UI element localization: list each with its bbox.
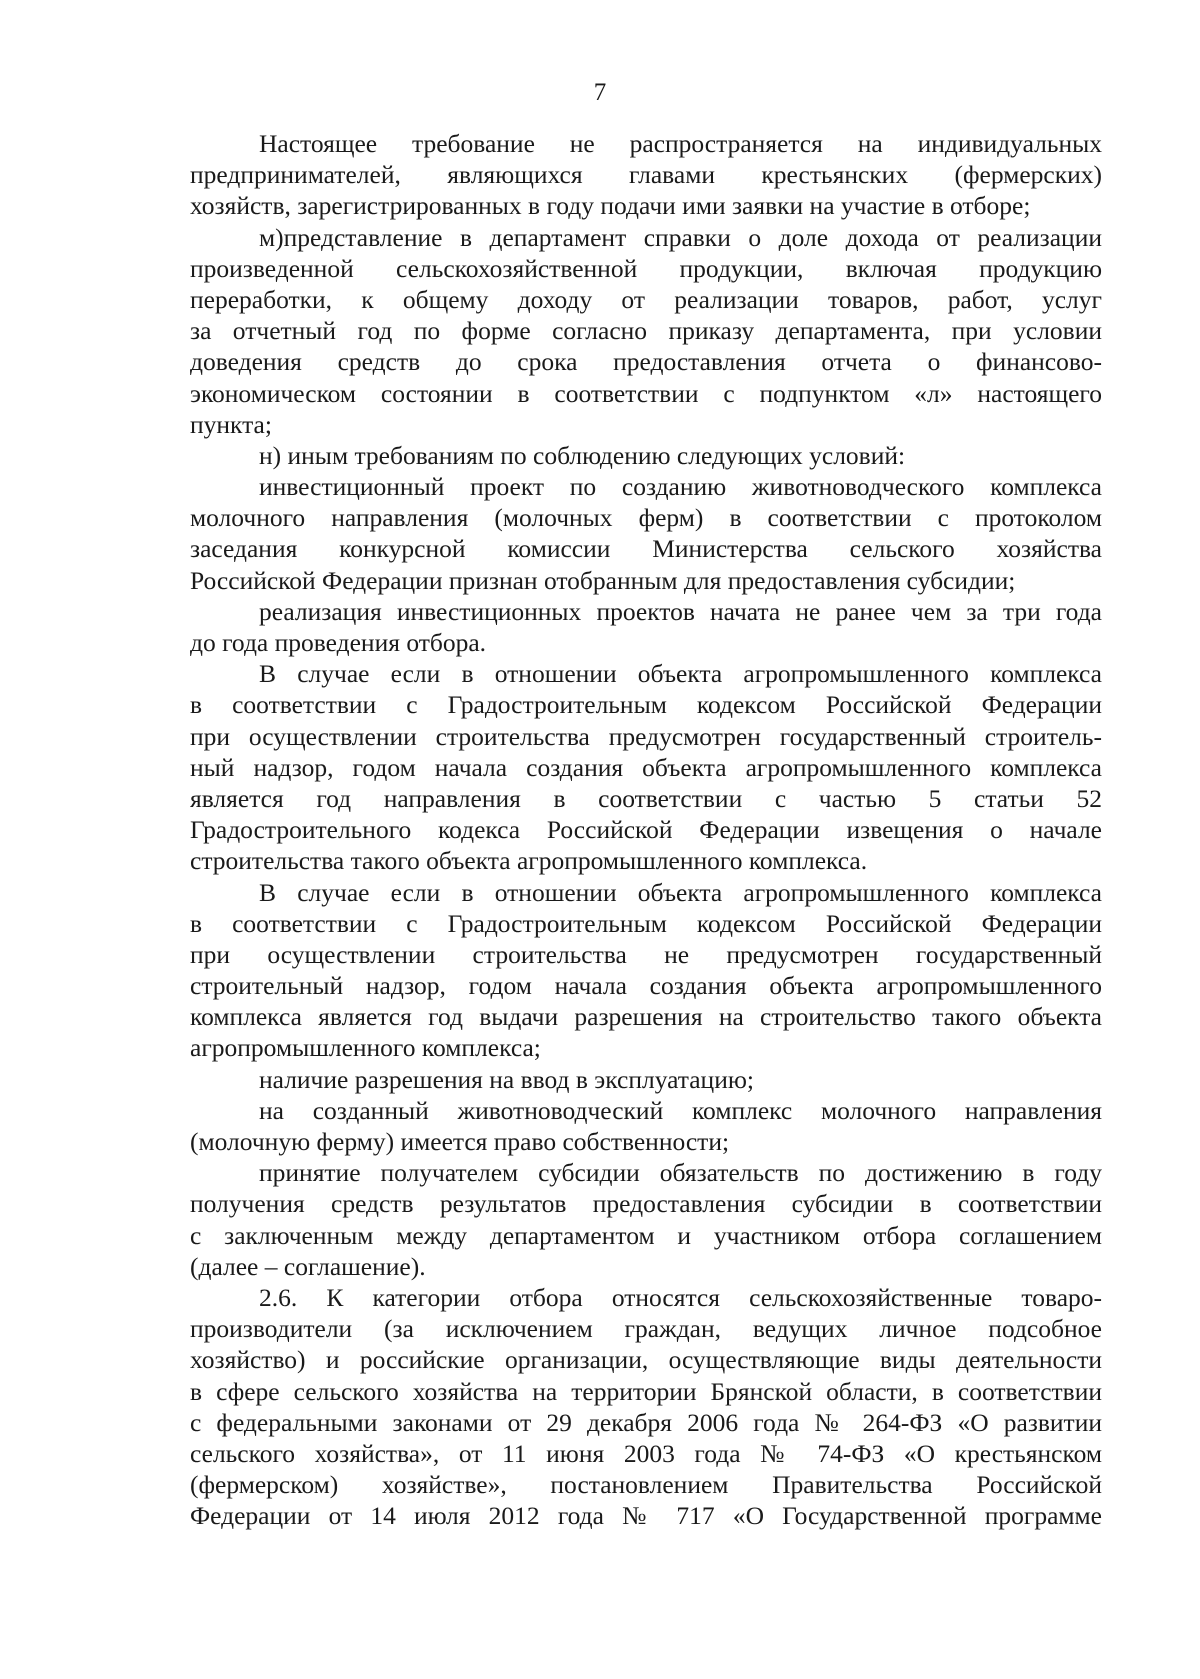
text-line: Российской Федерации признан отобранным для предоставления субсидии; — [190, 565, 1016, 595]
text-line: сельского хозяйства», от 11 июня 2003 года № 74-ФЗ «О крестьянском — [190, 1438, 1102, 1468]
text-line: строительства такого объекта агропромышленного комплекса. — [190, 846, 868, 876]
text-line: в сфере сельского хозяйства на территории Брянской области, в соответствии — [190, 1376, 1102, 1406]
text-line: комплекса является год выдачи разрешения на строительство такого объекта — [190, 1002, 1102, 1032]
text-line: при осуществлении строительства предусмотрен государственный строитель- — [190, 721, 1102, 751]
text-line: хозяйство) и российские организации, осуществляющие виды деятельности — [190, 1345, 1102, 1375]
text-line: до года проведения отбора. — [190, 628, 487, 657]
page-number: 7 — [593, 79, 607, 106]
text-line: В случае если в отношении объекта агропромышленного комплекса — [259, 659, 1102, 689]
text-line: за отчетный год по форме согласно приказу департамента, при условии — [190, 316, 1102, 346]
text-line: н) иным требованиям по соблюдению следующих условий: — [259, 440, 906, 470]
text-line: с федеральными законами от 29 декабря 2006 года № 264-ФЗ «О развитии — [190, 1407, 1102, 1437]
text-line: Градостроительного кодекса Российской Федерации извещения о начале — [190, 815, 1102, 845]
text-line: реализация инвестиционных проектов начата не ранее чем за три года — [259, 596, 1102, 626]
text-line: Настоящее требование не распространяется на индивидуальных — [259, 129, 1102, 158]
text-line: произведенной сельскохозяйственной продукции, включая продукцию — [190, 253, 1102, 283]
text-line: 2.6. К категории отбора относятся сельскохозяйственные товаро- — [259, 1282, 1102, 1312]
text-line: (далее – соглашение). — [190, 1251, 426, 1281]
text-line: ный надзор, годом начала создания объекта агропромышленного комплекса — [190, 752, 1102, 782]
text-line: переработки, к общему доходу от реализации товаров, работ, услуг — [190, 284, 1102, 314]
text-line: доведения средств до срока предоставления отчета о финансово- — [190, 347, 1102, 377]
text-line: при осуществлении строительства не предусмотрен государственный — [190, 939, 1102, 969]
text-line: (молочную ферму) имеется право собственности; — [190, 1127, 730, 1156]
text-line: заседания конкурсной комиссии Министерства сельского хозяйства — [190, 534, 1102, 564]
text-line: принятие получателем субсидии обязательств по достижению в году — [259, 1158, 1102, 1188]
body-text — [190, 128, 1102, 1531]
text-line: В случае если в отношении объекта агропромышленного комплекса — [259, 877, 1102, 907]
text-line: в соответствии с Градостроительным кодексом Российской Федерации — [190, 690, 1102, 720]
text-line: экономическом состоянии в соответствии с подпунктом «л» настоящего — [190, 378, 1102, 408]
text-line: (фермерском) хозяйстве», постановлением Правительства Российской — [190, 1470, 1102, 1500]
text-line: в соответствии с Градостроительным кодексом Российской Федерации — [190, 908, 1102, 938]
text-line: на созданный животноводческий комплекс молочного направления — [259, 1095, 1102, 1125]
text-line: пункта; — [190, 409, 272, 439]
text-line: Федерации от 14 июля 2012 года № 717 «О Государственной программе — [190, 1501, 1102, 1531]
text-line: является год направления в соответствии с частью 5 статьи 52 — [190, 783, 1102, 813]
text-line: предпринимателей, являющихся главами крестьянских (фермерских) — [190, 160, 1102, 190]
text-line: получения средств результатов предоставления субсидии в соответствии — [190, 1189, 1102, 1219]
text-line: агропромышленного комплекса; — [190, 1033, 541, 1063]
text-line: наличие разрешения на ввод в эксплуатацию; — [259, 1064, 754, 1094]
text-line: хозяйств, зарегистрированных в году подачи ими заявки на участие в отборе; — [190, 191, 1031, 221]
text-line: молочного направления (молочных ферм) в соответствии с протоколом — [190, 503, 1102, 533]
text-line: строительный надзор, годом начала создания объекта агропромышленного — [190, 971, 1102, 1001]
text-line: м)представление в департамент справки о доле дохода от реализации — [259, 222, 1102, 252]
text-line: инвестиционный проект по созданию животноводческого комплекса — [259, 472, 1102, 502]
text-line: производители (за исключением граждан, ведущих личное подсобное — [190, 1314, 1102, 1344]
text-line: с заключенным между департаментом и участником отбора соглашением — [190, 1220, 1102, 1250]
